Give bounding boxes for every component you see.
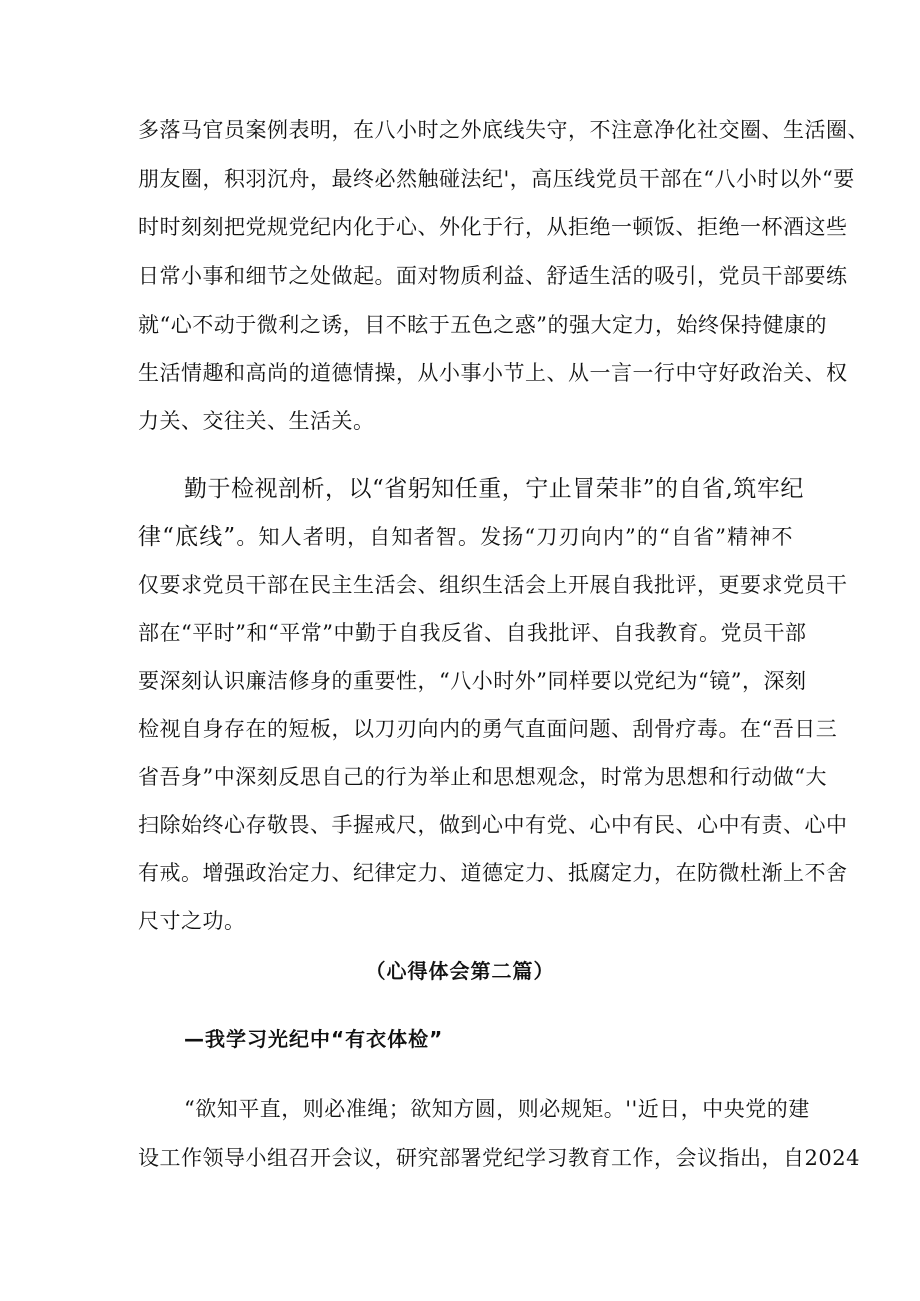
- paragraph-line: 设工作领导小组召开会议，研究部署党纪学习教育工作，会议指出，自2024: [138, 1146, 860, 1170]
- paragraph-line: 力关、交往关、生活关。: [138, 409, 375, 433]
- paragraph-line: 仅要求党员干部在民主生活会、组织生活会上开展自我批评，更要求党员干: [138, 573, 848, 597]
- paragraph-line: 朋友圈，积羽沉舟，最终必然触碰法纪'，高压线党员干部在“八小时以外“要: [138, 167, 855, 191]
- paragraph-line: 检视自身存在的短板，以刀刃向内的勇气直面问题、刮骨疗毒。在“吾日三: [138, 717, 838, 741]
- paragraph-line: 生活情趣和高尚的道德情操，从小事小节上、从一言一行中守好政治关、权: [138, 361, 848, 385]
- lead-continuation: 律“底线”: [138, 524, 236, 550]
- paragraph-line: 日常小事和细节之处做起。面对物质利益、舒适生活的吸引，党员干部要练: [138, 264, 848, 288]
- paragraph-line: [138, 522, 793, 552]
- article-subheading: —我学习光纪中“有衣体检”: [184, 1027, 444, 1051]
- paragraph-line: 就“心不动于微利之诱，目不眩于五色之惑”的强大定力，始终保持健康的: [138, 313, 827, 337]
- paragraph-line: 扫除始终心存敬畏、手握戒尺，做到心中有党、心中有民、心中有责、心中: [138, 813, 848, 837]
- paragraph-line: 有戒。增强政治定力、纪律定力、道德定力、抵腐定力，在防微杜渐上不舍: [138, 861, 848, 885]
- paragraph-lead-line: 勤于检视剖析，以“省躬知任重，宁止冒荣非”的自省,筑牢纪: [184, 476, 804, 502]
- lead-line-remainder: 。知人者明，自知者智。发扬“刀刃向内”的“自省”精神不: [235, 525, 793, 549]
- paragraph-line: “欲知平直，则必准绳；欲知方圆，则必规矩。''近日，中央党的建: [184, 1097, 810, 1121]
- paragraph-line: 要深刻认识廉洁修身的重要性，“八小时外”同样要以党纪为“镜”，深刻: [138, 669, 807, 693]
- paragraph-line: 省吾身”中深刻反思自己的行为举止和思想观念，时常为思想和行动做“大: [138, 765, 827, 789]
- paragraph-line: 尺寸之功。: [138, 909, 246, 933]
- section-heading: （心得体会第二篇）: [365, 959, 555, 983]
- paragraph-line: 时时刻刻把党规党纪内化于心、外化于行，从拒绝一顿饭、拒绝一杯酒这些: [138, 215, 848, 239]
- paragraph-line: 部在“平时”和“平常”中勤于自我反省、自我批评、自我教育。党员干部: [138, 621, 807, 645]
- paragraph-line: 多落马官员案例表明，在八小时之外底线失守，不注意净化社交圈、生活圈、: [138, 118, 869, 142]
